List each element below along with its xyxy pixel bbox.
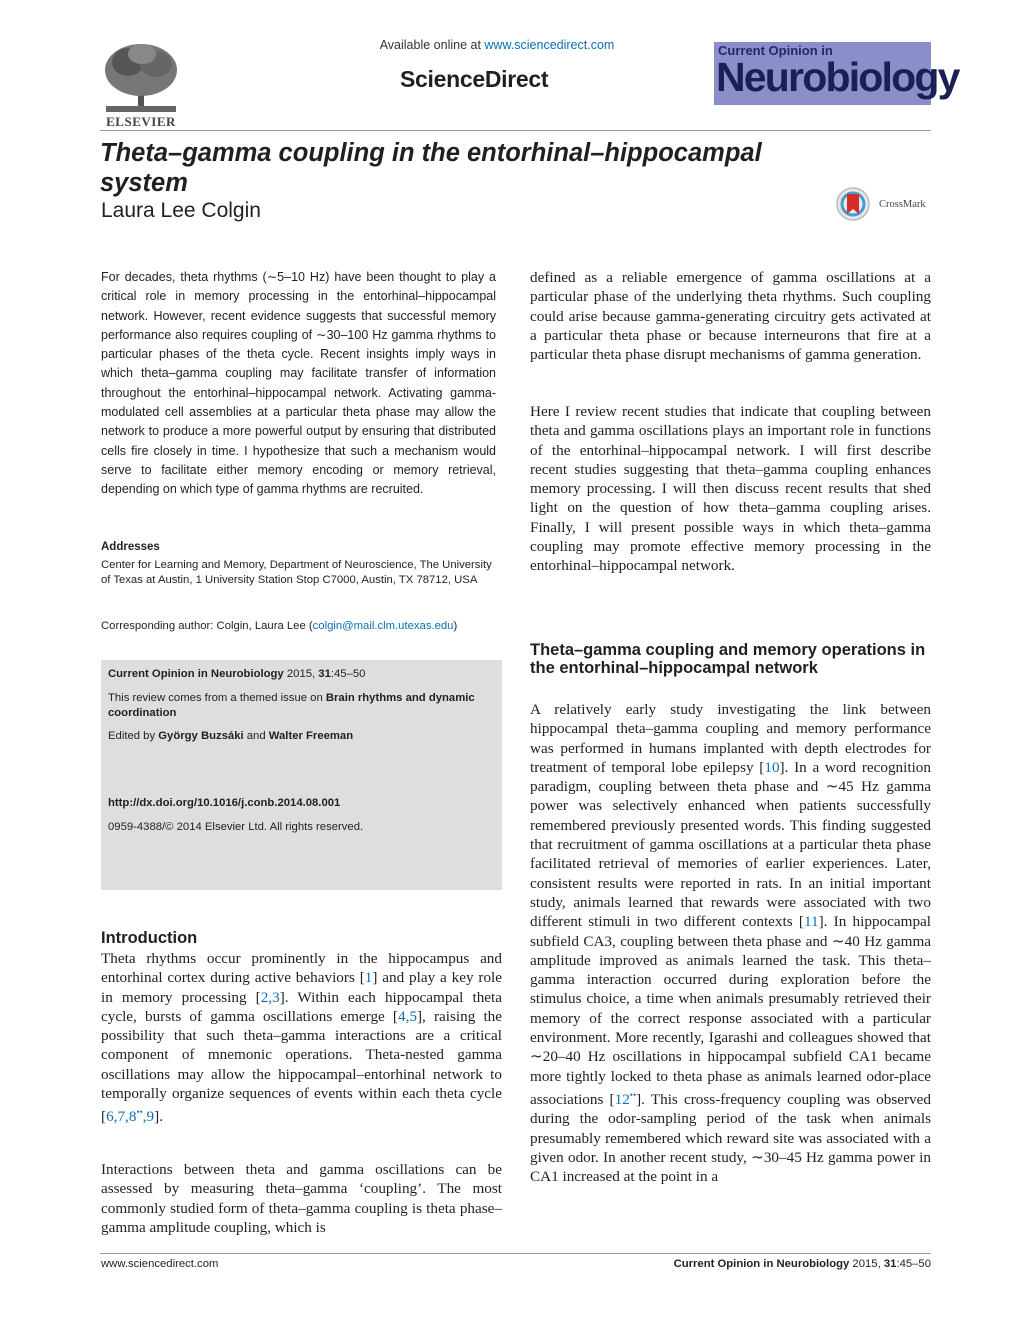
- footer-divider: [100, 1253, 931, 1254]
- introduction-paragraph-1: Theta rhythms occur prominently in the hippocampus and entorhinal cortex during active behaviors [1] and play a key role in memory processing [2,3]. Within each hippocampal theta cycle, bursts of gamma oscillations emerge [4,5], raising the possibility that such theta–gamma interactions are a critical component of mnemonic operations. Theta-nested gamma oscillations may allow the hippocampal–entorhinal network to temporally organize sequences of events within each theta cycle [6,7,8••,9].: [101, 950, 503, 1126]
- author-email-link[interactable]: colgin@mail.clm.utexas.edu: [312, 620, 454, 632]
- footer-url[interactable]: www.sciencedirect.com: [101, 1258, 219, 1270]
- copyright: 0959-4388/© 2014 Elsevier Ltd. All rights reserved.: [108, 821, 364, 833]
- citation-marker: ••: [136, 1107, 143, 1118]
- crossmark-badge[interactable]: [835, 186, 935, 222]
- addresses-heading: Addresses: [101, 541, 160, 553]
- sciencedirect-brand[interactable]: ScienceDirect: [400, 66, 549, 92]
- right-paragraph-1: defined as a reliable emergence of gamma oscillations at a particular phase of the underlying theta rhythms. Such coupling could arise because gamma-generating circuitry gets activated at a particular theta phase or because interneurons that fire at a particular theta phase disrupt mechanisms of gamma generation.: [530, 269, 931, 364]
- citation-link[interactable]: 1: [364, 969, 373, 987]
- editor-2: Walter Freeman: [268, 730, 354, 742]
- corresponding-author: Corresponding author: Colgin, Laura Lee (colgin@mail.clm.utexas.edu): [101, 620, 458, 632]
- addresses-text: Center for Learning and Memory, Department of Neuroscience, The University of Texas at Austin, 1 University Station Stop C7000, Austin, TX 78712, USA: [101, 559, 492, 587]
- journal-banner-title: Neurobiology: [716, 54, 959, 100]
- theme-link[interactable]: Brain rhythms and dynamic coordination: [108, 692, 475, 719]
- citation-marker: ••: [629, 1089, 637, 1100]
- citation-link[interactable]: 12: [614, 1091, 630, 1108]
- citation-link[interactable]: 6,7,8: [106, 1108, 137, 1126]
- citation-link[interactable]: 10: [764, 758, 780, 776]
- introduction-heading: Introduction: [101, 929, 198, 947]
- journal-banner-top: Current Opinion in: [718, 43, 833, 58]
- introduction-paragraph-2: Interactions between theta and gamma oscillations can be assessed by measuring theta–gamma ‘coupling’. The most commonly studied form of theta–gamma coupling is theta phase–gamma amplitude coupling, which is: [101, 1161, 502, 1236]
- header-divider: [100, 130, 931, 131]
- citation-link[interactable]: 4,5: [397, 1007, 417, 1025]
- citation-link[interactable]: ,9: [142, 1108, 155, 1126]
- info-theme: This review comes from a themed issue on Brain rhythms and dynamic coordination: [108, 692, 475, 719]
- right-paragraph-3: A relatively early study investigating the link between hippocampal theta–gamma coupling and memory performance was performed in humans implanted with depth electrodes for treatment of temporal lobe epilepsy [10]. In a word recognition paradigm, coupling between theta phase and ∼45 Hz gamma power was selectively enhanced when patients successfully remembered previously presented words. This finding suggested that recruitment of gamma oscillations at a particular theta phase facilitated retrieval of memories of earlier experiences. Later, consistent results were reported in rats. In an initial important study, animals learned that rewards were associated with two different stimuli in two different contexts [11]. In hippocampal subfield CA3, coupling between theta phase and ∼40 Hz gamma amplitude improved as animals learned the task. This theta–gamma interaction occurred during exploration before the stimulus choice, a time when animals presumably retrieved their memory of the correct response associated with a particular environment. More recently, Igarashi and colleagues showed that ∼20–40 Hz oscillations in hippocampal subfield CA1 became more tightly locked to theta phase as animals learned odor-place associations [12••]. This cross-frequency coupling was observed during the odor-sampling period of the task when animals presumably remembered which reward site was associated with a given odor. In another recent study, ∼30–45 Hz gamma power in CA1 increased at the point in a: [530, 701, 931, 1186]
- crossmark-icon: [835, 186, 871, 222]
- sciencedirect-url[interactable]: www.sciencedirect.com: [484, 38, 615, 52]
- elsevier-logo: [100, 40, 182, 130]
- article-title: Theta–gamma coupling in the entorhinal–hippocampal system: [100, 139, 762, 197]
- journal-banner: [714, 42, 959, 105]
- footer-citation: Current Opinion in Neurobiology 2015, 31:45–50: [673, 1258, 931, 1270]
- info-citation: Current Opinion in Neurobiology 2015, 31:45–50: [108, 668, 366, 680]
- editor-1: György Buzsáki: [158, 730, 244, 742]
- abstract: For decades, theta rhythms (∼5–10 Hz) have been thought to play a critical role in memory processing in the entorhinal–hippocampal network. However, recent evidence suggests that successful memory performance also requires coupling of ∼30–100 Hz gamma rhythms to particular phases of the theta cycle. Recent insights imply ways in which theta–gamma coupling may facilitate transfer of information throughout the entorhinal–hippocampal network. Activating gamma-modulated cell assemblies at a particular theta phase may allow the network to produce a more powerful output by ensuring that distributed cells fire closely in time. I hypothesize that such a mechanism would serve to facilitate either memory encoding or memory retrieval, depending on which type of gamma rhythms are recruited.: [101, 270, 496, 497]
- citation-link[interactable]: 11: [803, 913, 819, 931]
- right-paragraph-2: Here I review recent studies that indicate that coupling between theta and gamma oscillations plays an important role in functions of the entorhinal–hippocampal network. I will first describe recent studies suggesting that theta–gamma coupling enhances memory processing. I will then discuss recent results that shed light on the question of how theta–gamma coupling arises. Finally, I will present possible ways in which theta–gamma coupling may promote effective memory processing in the entorhinal–hippocampal network.: [530, 403, 931, 575]
- section-heading: Theta–gamma coupling and memory operations in the entorhinal–hippocampal network: [530, 641, 926, 677]
- article-info-box: [101, 660, 502, 890]
- available-online: Available online at www.sciencedirect.com: [379, 38, 615, 52]
- article-author: Laura Lee Colgin: [101, 199, 261, 222]
- info-editors: Edited by György Buzsáki and Walter Freeman: [108, 730, 354, 742]
- citation-link[interactable]: 2,3: [260, 988, 280, 1006]
- publisher-name: ELSEVIER: [106, 114, 176, 129]
- crossmark-label: CrossMark: [879, 199, 926, 210]
- doi-link[interactable]: http://dx.doi.org/10.1016/j.conb.2014.08.001: [108, 797, 341, 809]
